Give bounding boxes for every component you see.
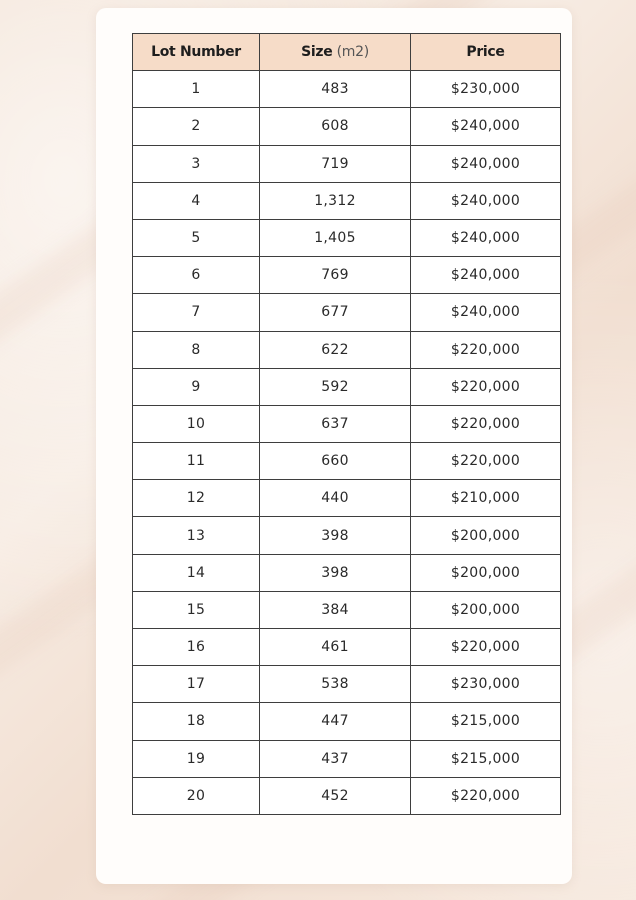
size-cell: 384 [260, 591, 411, 628]
lot-number-cell: 6 [133, 257, 260, 294]
price-cell: $240,000 [411, 182, 561, 219]
column-header-size: Size (m2) [260, 34, 411, 71]
size-cell: 608 [260, 108, 411, 145]
table-row [133, 777, 561, 814]
table-row [133, 294, 561, 331]
table-row [133, 480, 561, 517]
size-cell: 398 [260, 517, 411, 554]
lot-number-cell: 20 [133, 777, 260, 814]
table-row [133, 629, 561, 666]
price-cell: $240,000 [411, 145, 561, 182]
table-body [133, 71, 561, 815]
price-cell: $215,000 [411, 740, 561, 777]
size-cell: 719 [260, 145, 411, 182]
table-row [133, 219, 561, 256]
price-cell: $200,000 [411, 591, 561, 628]
size-cell: 452 [260, 777, 411, 814]
table-row [133, 405, 561, 442]
lot-number-cell: 9 [133, 368, 260, 405]
size-cell: 769 [260, 257, 411, 294]
price-cell: $220,000 [411, 777, 561, 814]
size-cell: 1,312 [260, 182, 411, 219]
price-cell: $240,000 [411, 257, 561, 294]
column-header-lot-number: Lot Number [133, 34, 260, 71]
size-cell: 440 [260, 480, 411, 517]
table-row [133, 108, 561, 145]
lot-number-cell: 13 [133, 517, 260, 554]
price-cell: $210,000 [411, 480, 561, 517]
lot-number-cell: 8 [133, 331, 260, 368]
lot-number-cell: 3 [133, 145, 260, 182]
lot-number-cell: 5 [133, 219, 260, 256]
size-cell: 1,405 [260, 219, 411, 256]
size-cell: 447 [260, 703, 411, 740]
table-row [133, 703, 561, 740]
price-cell: $220,000 [411, 368, 561, 405]
price-cell: $240,000 [411, 219, 561, 256]
lot-number-cell: 7 [133, 294, 260, 331]
size-cell: 398 [260, 554, 411, 591]
lot-number-cell: 18 [133, 703, 260, 740]
table-row [133, 443, 561, 480]
lot-number-cell: 12 [133, 480, 260, 517]
table-row [133, 554, 561, 591]
price-cell: $200,000 [411, 554, 561, 591]
lot-number-cell: 2 [133, 108, 260, 145]
size-cell: 592 [260, 368, 411, 405]
lot-number-cell: 10 [133, 405, 260, 442]
table-row [133, 257, 561, 294]
table-row [133, 331, 561, 368]
size-cell: 538 [260, 666, 411, 703]
lot-number-cell: 14 [133, 554, 260, 591]
price-cell: $230,000 [411, 71, 561, 108]
price-cell: $240,000 [411, 294, 561, 331]
size-cell: 461 [260, 629, 411, 666]
price-cell: $220,000 [411, 405, 561, 442]
lot-number-cell: 17 [133, 666, 260, 703]
table-row [133, 591, 561, 628]
lot-number-cell: 4 [133, 182, 260, 219]
price-cell: $220,000 [411, 629, 561, 666]
table-row [133, 182, 561, 219]
table-header-row [133, 34, 561, 71]
lot-number-cell: 15 [133, 591, 260, 628]
size-unit: (m2) [336, 44, 369, 61]
price-cell: $220,000 [411, 331, 561, 368]
price-list-card [96, 8, 572, 884]
table-row [133, 145, 561, 182]
lot-number-cell: 1 [133, 71, 260, 108]
price-cell: $230,000 [411, 666, 561, 703]
column-header-price: Price [411, 34, 561, 71]
size-cell: 483 [260, 71, 411, 108]
price-cell: $240,000 [411, 108, 561, 145]
size-cell: 677 [260, 294, 411, 331]
size-cell: 660 [260, 443, 411, 480]
price-cell: $220,000 [411, 443, 561, 480]
size-cell: 622 [260, 331, 411, 368]
lot-price-table [132, 33, 561, 815]
table-row [133, 666, 561, 703]
lot-number-cell: 19 [133, 740, 260, 777]
price-cell: $200,000 [411, 517, 561, 554]
lot-number-cell: 16 [133, 629, 260, 666]
table-row [133, 71, 561, 108]
price-cell: $215,000 [411, 703, 561, 740]
size-cell: 637 [260, 405, 411, 442]
lot-number-cell: 11 [133, 443, 260, 480]
table-row [133, 368, 561, 405]
table-row [133, 517, 561, 554]
size-cell: 437 [260, 740, 411, 777]
table-row [133, 740, 561, 777]
